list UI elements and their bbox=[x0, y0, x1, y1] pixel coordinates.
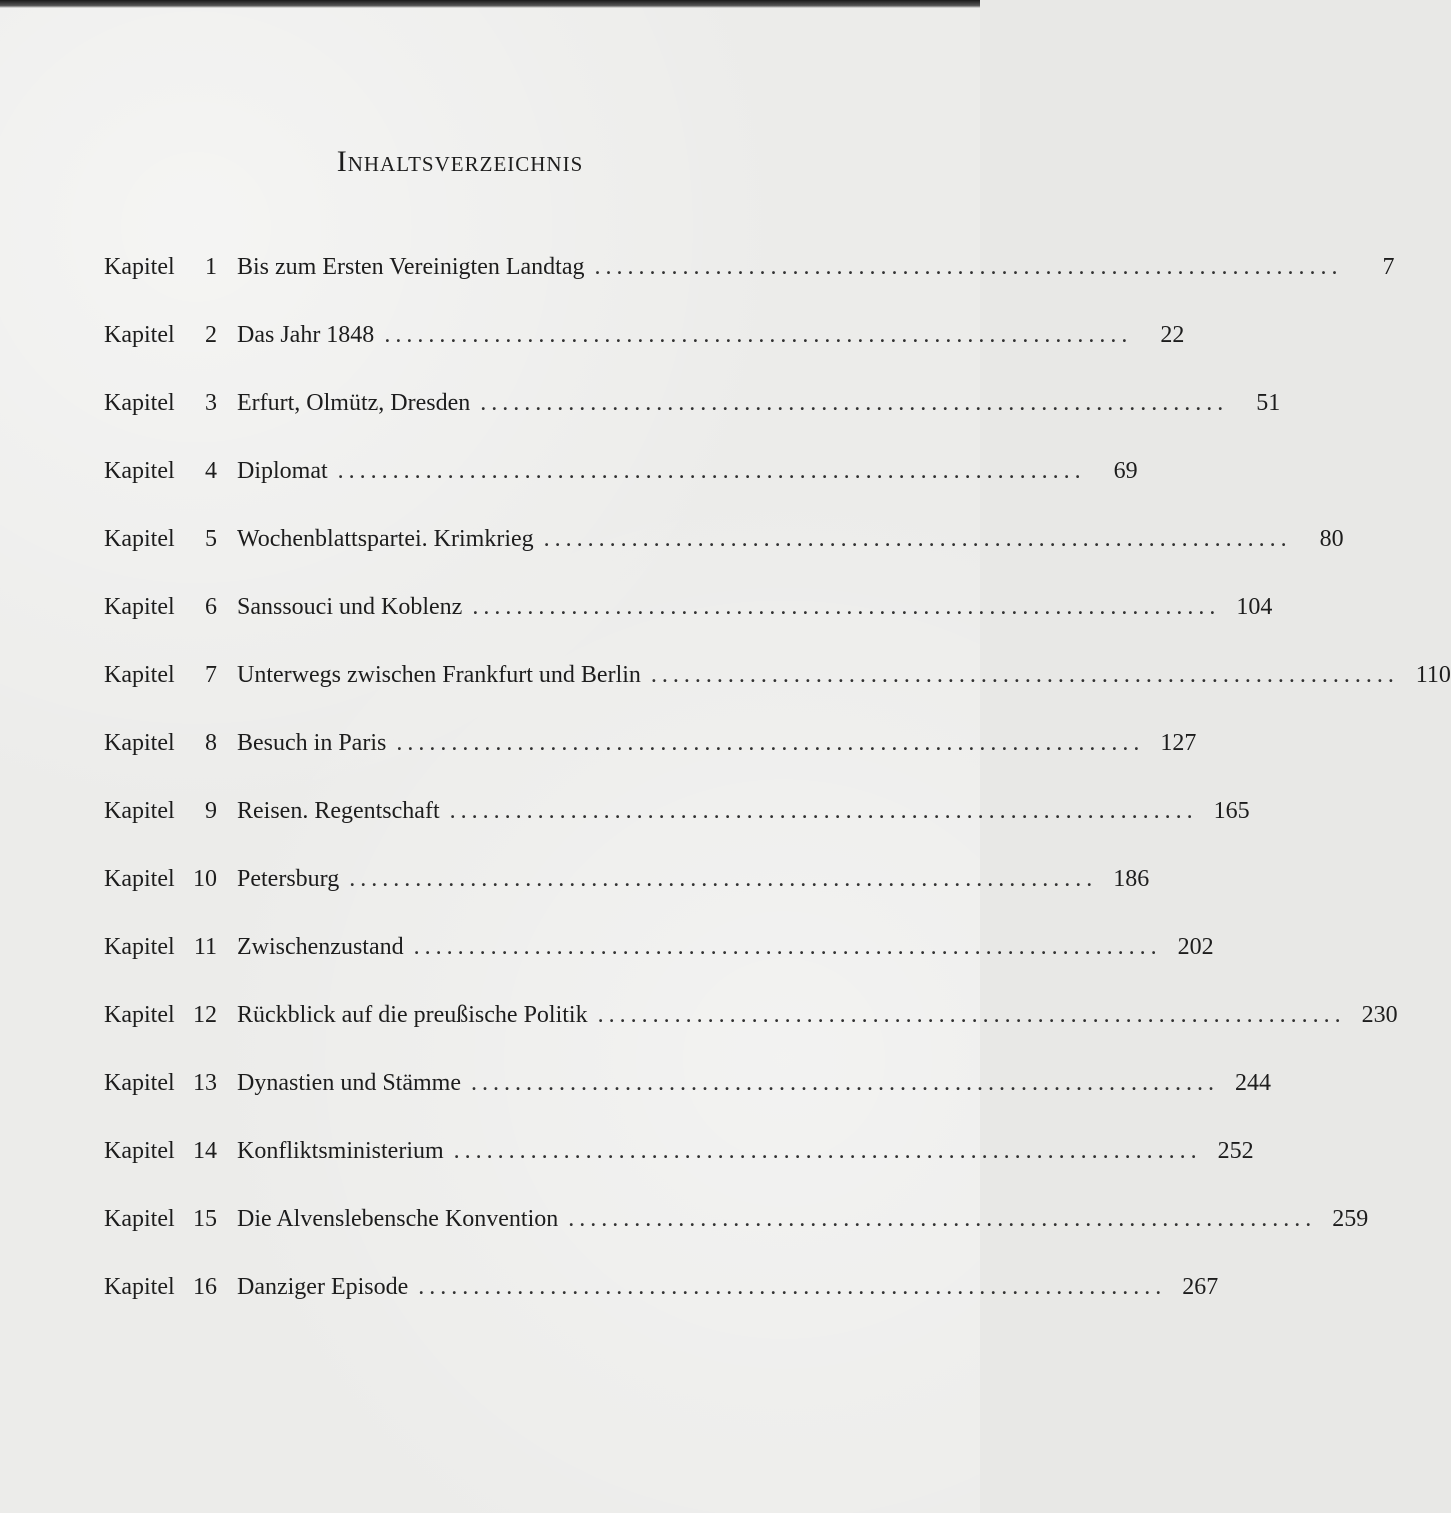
chapter-number: 6 bbox=[205, 594, 217, 620]
chapter-number: 8 bbox=[205, 730, 217, 756]
chapter-label: Kapitel bbox=[104, 1070, 175, 1096]
toc-entry bbox=[104, 730, 1197, 798]
chapter-title: Diplomat bbox=[237, 458, 328, 484]
chapter-label: Kapitel bbox=[104, 866, 175, 892]
chapter-title: Unterwegs zwischen Frankfurt und Berlin bbox=[237, 662, 641, 688]
page-number: 69 bbox=[1113, 458, 1138, 484]
dot-leader: .................................................................... bbox=[449, 798, 1198, 824]
dot-leader: .................................................................... bbox=[413, 934, 1162, 960]
chapter-number: 10 bbox=[193, 866, 217, 892]
toc-entry bbox=[104, 594, 1273, 662]
toc-entry bbox=[104, 866, 1150, 934]
page-number: 252 bbox=[1217, 1138, 1254, 1164]
toc-entry bbox=[104, 458, 1138, 526]
toc-entry bbox=[104, 254, 1395, 322]
page-number: 22 bbox=[1160, 322, 1185, 348]
chapter-number: 16 bbox=[193, 1274, 217, 1300]
page-number: 202 bbox=[1177, 934, 1214, 960]
toc-entry bbox=[104, 390, 1281, 458]
dot-leader: .................................................................... bbox=[418, 1274, 1167, 1300]
page-number: 230 bbox=[1361, 1002, 1398, 1028]
page-title: Inhaltsverzeichnis bbox=[336, 145, 584, 178]
chapter-title: Sanssouci und Koblenz bbox=[237, 594, 463, 620]
toc-entry bbox=[104, 934, 1214, 1002]
dot-leader: .................................................................... bbox=[597, 1002, 1346, 1028]
chapter-label: Kapitel bbox=[104, 390, 175, 416]
dot-leader: .................................................................... bbox=[480, 390, 1229, 416]
chapter-label: Kapitel bbox=[104, 526, 175, 552]
toc-entry bbox=[104, 1070, 1271, 1138]
dot-leader: .................................................................... bbox=[384, 322, 1133, 348]
table-of-contents bbox=[104, 254, 1451, 1342]
chapter-title: Besuch in Paris bbox=[237, 730, 387, 756]
chapter-title: Bis zum Ersten Vereinigten Landtag bbox=[237, 254, 585, 280]
chapter-title: Zwischenzustand bbox=[237, 934, 404, 960]
dot-leader: .................................................................... bbox=[470, 1070, 1219, 1096]
chapter-number: 14 bbox=[193, 1138, 217, 1164]
chapter-number: 2 bbox=[205, 322, 217, 348]
chapter-number: 15 bbox=[193, 1206, 217, 1232]
chapter-title: Reisen. Regentschaft bbox=[237, 798, 440, 824]
chapter-number: 5 bbox=[205, 526, 217, 552]
chapter-title: Petersburg bbox=[237, 866, 340, 892]
page-number: 104 bbox=[1236, 594, 1273, 620]
page-number: 259 bbox=[1332, 1206, 1369, 1232]
chapter-number: 11 bbox=[193, 934, 217, 960]
chapter-label: Kapitel bbox=[104, 594, 175, 620]
toc-entry bbox=[104, 662, 1451, 730]
page-number: 165 bbox=[1213, 798, 1250, 824]
chapter-number: 13 bbox=[193, 1070, 217, 1096]
toc-entry bbox=[104, 322, 1185, 390]
dot-leader: .................................................................... bbox=[349, 866, 1098, 892]
chapter-label: Kapitel bbox=[104, 254, 175, 280]
toc-entry bbox=[104, 798, 1250, 866]
chapter-number: 4 bbox=[205, 458, 217, 484]
page-number: 7 bbox=[1382, 254, 1395, 280]
dot-leader: .................................................................... bbox=[472, 594, 1221, 620]
chapter-number: 12 bbox=[193, 1002, 217, 1028]
chapter-number: 7 bbox=[205, 662, 217, 688]
dot-leader: .................................................................... bbox=[337, 458, 1086, 484]
page-number: 110 bbox=[1415, 662, 1451, 688]
page-number: 186 bbox=[1113, 866, 1150, 892]
page-number: 267 bbox=[1182, 1274, 1219, 1300]
chapter-label: Kapitel bbox=[104, 458, 175, 484]
toc-entry bbox=[104, 1002, 1398, 1070]
chapter-number: 1 bbox=[205, 254, 217, 280]
chapter-title: Erfurt, Olmütz, Dresden bbox=[237, 390, 471, 416]
page-number: 51 bbox=[1256, 390, 1281, 416]
chapter-title: Danziger Episode bbox=[237, 1274, 409, 1300]
chapter-label: Kapitel bbox=[104, 730, 175, 756]
chapter-label: Kapitel bbox=[104, 662, 175, 688]
chapter-title: Die Alvenslebensche Konvention bbox=[237, 1206, 559, 1232]
chapter-number: 3 bbox=[205, 390, 217, 416]
chapter-title: Wochenblattspartei. Krimkrieg bbox=[237, 526, 534, 552]
dot-leader: .................................................................... bbox=[650, 662, 1399, 688]
toc-entry bbox=[104, 526, 1344, 594]
toc-entry bbox=[104, 1274, 1219, 1342]
toc-entry bbox=[104, 1206, 1369, 1274]
chapter-label: Kapitel bbox=[104, 798, 175, 824]
dot-leader: .................................................................... bbox=[396, 730, 1145, 756]
chapter-title: Dynastien und Stämme bbox=[237, 1070, 461, 1096]
dot-leader: .................................................................... bbox=[594, 254, 1343, 280]
page-number: 244 bbox=[1234, 1070, 1271, 1096]
chapter-label: Kapitel bbox=[104, 1206, 175, 1232]
chapter-label: Kapitel bbox=[104, 1274, 175, 1300]
page-number: 80 bbox=[1319, 526, 1344, 552]
dot-leader: .................................................................... bbox=[568, 1206, 1317, 1232]
chapter-title: Das Jahr 1848 bbox=[237, 322, 375, 348]
chapter-number: 9 bbox=[205, 798, 217, 824]
scan-top-edge bbox=[0, 0, 980, 8]
chapter-title: Rückblick auf die preußische Politik bbox=[237, 1002, 588, 1028]
chapter-label: Kapitel bbox=[104, 322, 175, 348]
page-number: 127 bbox=[1160, 730, 1197, 756]
chapter-label: Kapitel bbox=[104, 934, 175, 960]
dot-leader: .................................................................... bbox=[543, 526, 1292, 552]
chapter-title: Konfliktsministerium bbox=[237, 1138, 444, 1164]
chapter-label: Kapitel bbox=[104, 1138, 175, 1164]
toc-entry bbox=[104, 1138, 1254, 1206]
dot-leader: .................................................................... bbox=[453, 1138, 1202, 1164]
chapter-label: Kapitel bbox=[104, 1002, 175, 1028]
